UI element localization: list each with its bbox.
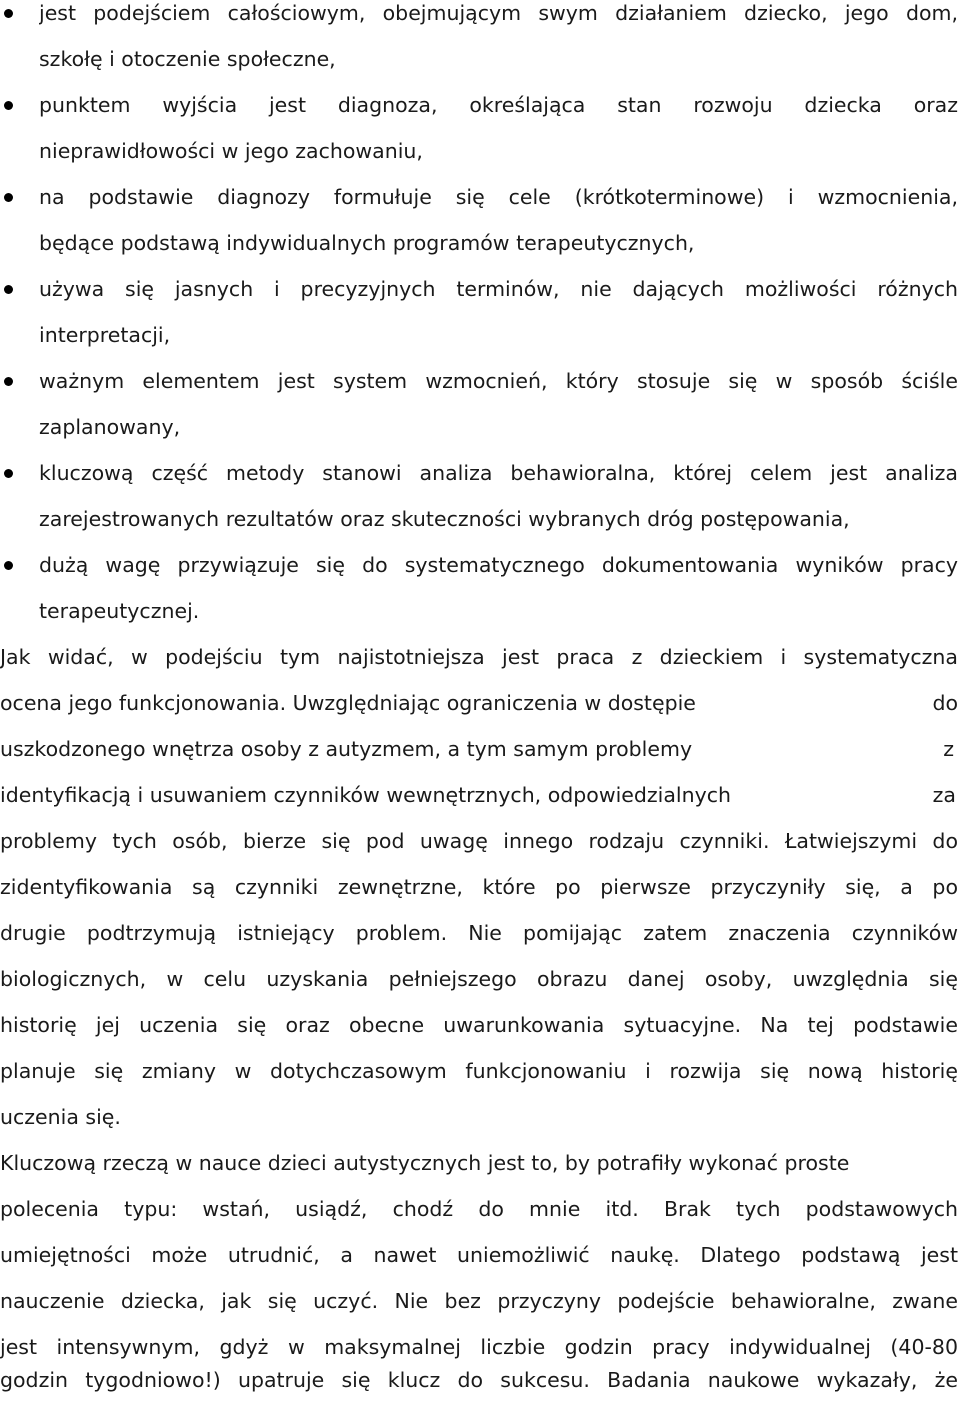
bullet-icon bbox=[3, 358, 15, 404]
bullet-icon bbox=[3, 266, 15, 312]
bullet-item-line: interpretacji, bbox=[39, 323, 171, 347]
paragraph-line-left: identyfikacją i usuwaniem czynników wewnętrznych, odpowiedzialnych bbox=[0, 783, 732, 807]
bullet-item-line: szkołę i otoczenie społeczne, bbox=[39, 47, 336, 71]
bullet-item-line: zarejestrowanych rezultatów oraz skuteczności wybranych dróg postępowania, bbox=[39, 507, 850, 531]
bullet-icon bbox=[3, 82, 15, 128]
paragraph-line: umiejętności może utrudnić, a nawet uniemożliwić naukę. Dlatego podstawą jest bbox=[0, 1243, 958, 1267]
bullet-item-line: ważnym elementem jest system wzmocnień, który stosuje się w sposób ściśle bbox=[39, 369, 958, 393]
paragraph-line: Kluczową rzeczą w nauce dzieci autystycznych jest to, by potrafiły wykonać proste bbox=[0, 1151, 850, 1175]
bullet-icon bbox=[3, 542, 15, 588]
bullet-icon bbox=[3, 450, 15, 496]
paragraph-line: biologicznych, w celu uzyskania pełniejszego obrazu danej osoby, uwzględnia się bbox=[0, 967, 958, 991]
paragraph-line-right: za bbox=[932, 783, 956, 807]
paragraph-line: historię jej uczenia się oraz obecne uwarunkowania sytuacyjne. Na tej podstawie bbox=[0, 1013, 958, 1037]
bullet-icon bbox=[3, 0, 15, 36]
bullet-item-line: będące podstawą indywidualnych programów terapeutycznych, bbox=[39, 231, 695, 255]
paragraph-line-left: ocena jego funkcjonowania. Uwzględniając ograniczenia w dostępie bbox=[0, 691, 696, 715]
bullet-item-line: terapeutycznej. bbox=[39, 599, 200, 623]
bullet-item-line: nieprawidłowości w jego zachowaniu, bbox=[39, 139, 423, 163]
bullet-item-line: używa się jasnych i precyzyjnych terminów, nie dających możliwości różnych bbox=[39, 277, 958, 301]
bullet-item-line: jest podejściem całościowym, obejmującym swym działaniem dziecko, jego dom, bbox=[39, 1, 958, 25]
paragraph-line: planuje się zmiany w dotychczasowym funkcjonowaniu i rozwija się nową historię bbox=[0, 1059, 958, 1083]
paragraph-line bbox=[0, 772, 958, 818]
paragraph-line-left: uszkodzonego wnętrza osoby z autyzmem, a tym samym problemy bbox=[0, 737, 693, 761]
paragraph-line-right: do bbox=[932, 691, 958, 715]
bullet-item-line: punktem wyjścia jest diagnoza, określająca stan rozwoju dziecka oraz bbox=[39, 93, 958, 117]
bullet-item-line: kluczową część metody stanowi analiza behawioralna, której celem jest analiza bbox=[39, 461, 958, 485]
paragraph-line: problemy tych osób, bierze się pod uwagę innego rodzaju czynniki. Łatwiejszymi do bbox=[0, 829, 958, 853]
paragraph-line: jest intensywnym, gdyż w maksymalnej liczbie godzin pracy indywidualnej (40-80 bbox=[0, 1335, 958, 1359]
bullet-item-line: na podstawie diagnozy formułuje się cele (krótkoterminowe) i wzmocnienia, bbox=[39, 185, 958, 209]
paragraph-line: zidentyfikowania są czynniki zewnętrzne, które po pierwsze przyczyniły się, a po bbox=[0, 875, 958, 899]
paragraph-line-right: z bbox=[943, 737, 954, 761]
bullet-item-line: dużą wagę przywiązuje się do systematycznego dokumentowania wyników pracy bbox=[39, 553, 958, 577]
paragraph-line: polecenia typu: wstań, usiądź, chodź do mnie itd. Brak tych podstawowych bbox=[0, 1197, 958, 1221]
paragraph-line: godzin tygodniowo!) upatruje się klucz do sukcesu. Badania naukowe wykazały, że bbox=[0, 1368, 958, 1392]
bullet-icon bbox=[3, 174, 15, 220]
paragraph-line: uczenia się. bbox=[0, 1105, 121, 1129]
paragraph-line: drugie podtrzymują istniejący problem. Nie pomijając zatem znaczenia czynników bbox=[0, 921, 958, 945]
paragraph-line bbox=[0, 726, 958, 772]
paragraph-line: Jak widać, w podejściu tym najistotniejsza jest praca z dzieckiem i systematyczna bbox=[0, 645, 958, 669]
bullet-item-line: zaplanowany, bbox=[39, 415, 181, 439]
paragraph-line bbox=[0, 680, 958, 726]
paragraph-line: nauczenie dziecka, jak się uczyć. Nie bez przyczyny podejście behawioralne, zwane bbox=[0, 1289, 958, 1313]
